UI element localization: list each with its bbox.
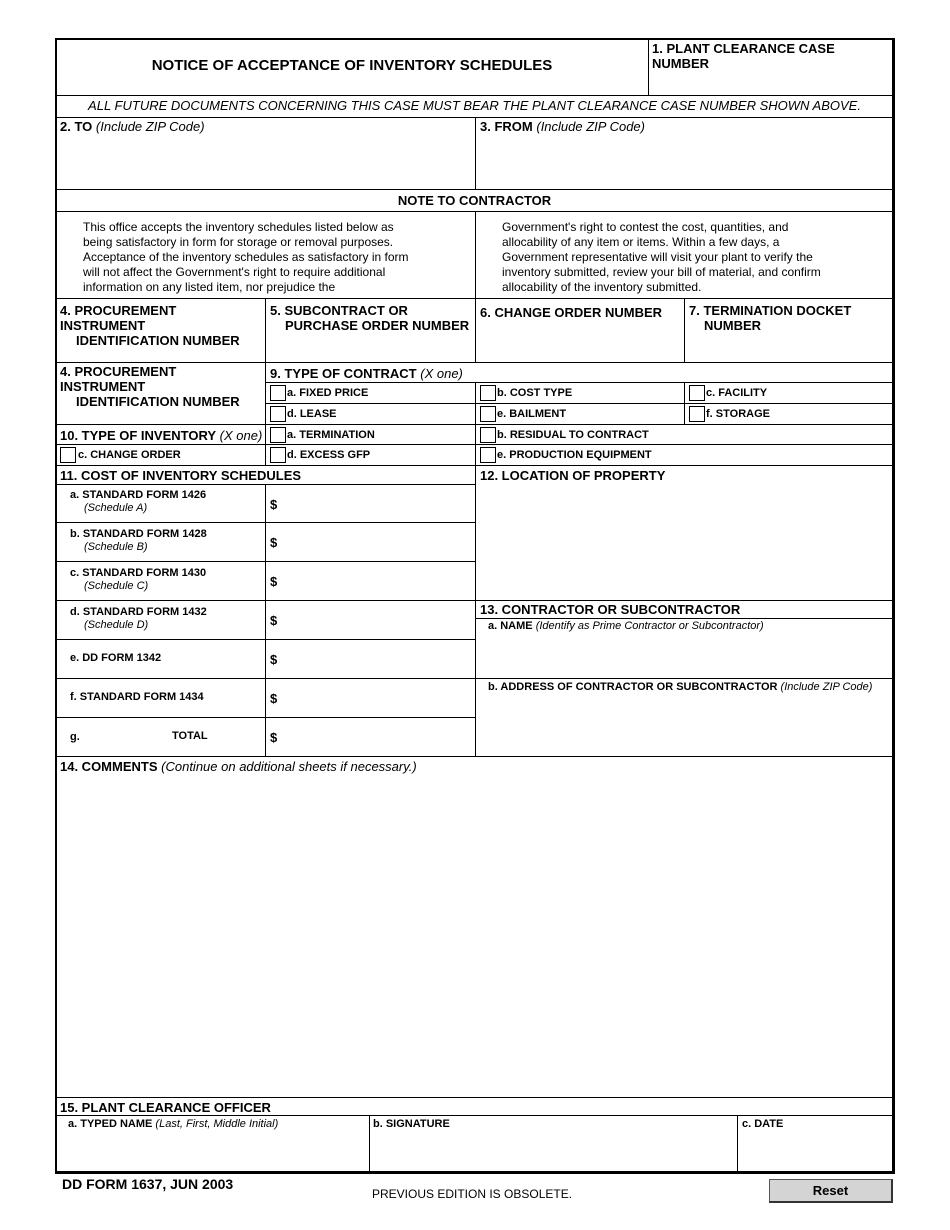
cost-row-label: [70, 489, 265, 515]
form-title: NOTICE OF ACCEPTANCE OF INVENTORY SCHEDULES: [151, 57, 553, 74]
property-location-label: 12. LOCATION OF PROPERTY: [480, 468, 666, 483]
to-label: [60, 119, 205, 134]
lease-label: d. LEASE: [287, 408, 337, 420]
cost-row-label: [70, 528, 265, 554]
typed-name-label: [68, 1118, 278, 1131]
termination-docket-label-line1: 7. TERMINATION DOCKET: [689, 303, 852, 318]
contractor-address-label: [488, 681, 872, 694]
subcontract-label-line1: 5. SUBCONTRACT OR: [270, 303, 408, 318]
date-field[interactable]: [740, 1134, 890, 1170]
rule: [265, 403, 893, 404]
signature-field[interactable]: [372, 1134, 735, 1170]
contractor-name-hint: (Identify as Prime Contractor or Subcontractor): [535, 620, 764, 632]
rule: [265, 298, 266, 362]
cost-schedules-label: 11. COST OF INVENTORY SCHEDULES: [60, 468, 302, 483]
subcontract-field[interactable]: [268, 334, 473, 360]
note-right-line: Government's right to contest the cost, quantities, and: [502, 220, 789, 234]
rule: [475, 117, 476, 189]
termination-checkbox[interactable]: [270, 427, 286, 443]
typed-name-label-text: a. TYPED NAME: [68, 1118, 153, 1130]
contractor-name-label: [488, 620, 764, 633]
change-order-label: c. CHANGE ORDER: [78, 449, 181, 461]
currency-symbol: $: [270, 497, 278, 512]
bailment-checkbox[interactable]: [480, 406, 496, 422]
from-label: [480, 119, 645, 134]
storage-checkbox[interactable]: [689, 406, 705, 422]
currency-symbol: $: [270, 730, 278, 745]
excess-gfp-label: d. EXCESS GFP: [287, 449, 371, 461]
rule: [56, 1097, 893, 1098]
change-order-number-label: 6. CHANGE ORDER NUMBER: [480, 305, 663, 320]
contractor-address-label-text: b. ADDRESS OF CONTRACTOR OR SUBCONTRACTOR: [488, 681, 778, 693]
signature-label: b. SIGNATURE: [373, 1118, 450, 1130]
cost-row-subtitle: (Schedule C): [84, 580, 149, 592]
cost-row-label: [70, 606, 265, 632]
from-label-text: 3. FROM: [480, 119, 533, 134]
contract-type-label: [270, 366, 463, 381]
rule: [684, 382, 685, 424]
case-number-field[interactable]: [651, 58, 891, 93]
note-right-line: Government representative will visit your plant to verify the: [502, 250, 813, 264]
rule: [265, 484, 266, 756]
rule: [56, 362, 893, 363]
note-left-line: Acceptance of the inventory schedules as satisfactory in form: [83, 250, 409, 264]
from-address-field[interactable]: [478, 135, 890, 187]
note-left-line: being satisfactory in form for storage or removal purposes.: [83, 235, 394, 249]
rule: [56, 95, 893, 96]
procurement-id-field[interactable]: [58, 334, 263, 360]
procurement-id-label-line1: 4. PROCUREMENT INSTRUMENT: [60, 303, 177, 333]
cost-row-title: a. STANDARD FORM 1426: [70, 489, 207, 501]
fixed-price-label: a. FIXED PRICE: [287, 387, 369, 399]
comments-hint: (Continue on additional sheets if necessary.): [161, 759, 417, 774]
procurement-id-label-line2: IDENTIFICATION NUMBER: [76, 333, 240, 348]
contractor-name-field[interactable]: [478, 636, 890, 676]
cost-row-title: d. STANDARD FORM 1432: [70, 606, 207, 618]
rule: [369, 1115, 370, 1172]
note-right-line: allocability of the inventory submitted.: [502, 280, 702, 294]
currency-symbol: $: [270, 652, 278, 667]
sf1426-amount-field[interactable]: [280, 488, 473, 520]
production-equipment-label: e. PRODUCTION EQUIPMENT: [497, 449, 652, 461]
form-number: DD FORM 1637, JUN 2003: [62, 1176, 234, 1192]
rule: [475, 465, 476, 756]
note-header: NOTE TO CONTRACTOR: [397, 193, 552, 208]
cost-row-title: e. DD FORM 1342: [70, 652, 162, 664]
inventory-type-label-text: 10. TYPE OF INVENTORY: [60, 428, 217, 443]
total-label: TOTAL: [172, 730, 208, 742]
termination-docket-label-line2: NUMBER: [704, 318, 762, 333]
cost-row-subtitle: (Schedule A): [84, 502, 148, 514]
reset-button[interactable]: Reset: [769, 1179, 893, 1203]
rule: [737, 1115, 738, 1172]
rule: [475, 298, 476, 362]
date-label: c. DATE: [742, 1118, 784, 1130]
total-letter: g.: [70, 731, 80, 743]
rule: [475, 618, 893, 619]
residual-checkbox[interactable]: [480, 427, 496, 443]
note-left-line: information on any listed item, nor prejudice the: [83, 280, 336, 294]
rule: [648, 40, 649, 95]
note-left-line: will not affect the Government's right to require additional: [83, 265, 386, 279]
comments-label-text: 14. COMMENTS: [60, 759, 158, 774]
termination-docket-label: [689, 303, 893, 333]
production-equipment-checkbox[interactable]: [480, 447, 496, 463]
currency-symbol: $: [270, 613, 278, 628]
fixed-price-checkbox[interactable]: [270, 385, 286, 401]
facility-label: c. FACILITY: [706, 387, 768, 399]
inventory-type-label: [60, 428, 262, 443]
property-location-field[interactable]: [478, 485, 890, 598]
contractor-address-field[interactable]: [478, 697, 890, 754]
bailment-label: e. BAILMENT: [497, 408, 567, 420]
comments-label: [60, 759, 417, 774]
facility-checkbox[interactable]: [689, 385, 705, 401]
cost-type-checkbox[interactable]: [480, 385, 496, 401]
rule: [265, 362, 266, 465]
procurement-id-label-2-line1: 4. PROCUREMENT INSTRUMENT: [60, 364, 177, 394]
to-label-text: 2. TO: [60, 119, 93, 134]
subcontract-label-line2: PURCHASE ORDER NUMBER: [285, 318, 470, 333]
sf1428-amount-field[interactable]: [280, 526, 473, 558]
sf1432-amount-field[interactable]: [280, 604, 473, 636]
typed-name-field[interactable]: [58, 1134, 367, 1170]
currency-symbol: $: [270, 574, 278, 589]
sf1430-amount-field[interactable]: [280, 565, 473, 597]
rule: [265, 382, 893, 383]
rule: [684, 298, 685, 362]
rule: [56, 756, 893, 757]
cost-row-label: [70, 652, 265, 665]
to-address-field[interactable]: [58, 135, 472, 187]
contractor-address-hint: (Include ZIP Code): [780, 681, 873, 693]
rule: [475, 382, 476, 465]
total-amount-field[interactable]: [280, 721, 473, 753]
note-left: [83, 220, 473, 295]
sf1434-amount-field[interactable]: [280, 682, 473, 714]
rule: [475, 211, 476, 298]
edition-note: PREVIOUS EDITION IS OBSOLETE.: [372, 1187, 573, 1201]
procurement-id-field-2[interactable]: [58, 396, 263, 422]
storage-label: f. STORAGE: [706, 408, 770, 420]
residual-label: b. RESIDUAL TO CONTRACT: [497, 429, 649, 441]
from-hint: (Include ZIP Code): [536, 119, 645, 134]
note-right-line: allocability of any item or items. Within a few days, a: [502, 235, 780, 249]
cost-row-title: b. STANDARD FORM 1428: [70, 528, 207, 540]
currency-symbol: $: [270, 535, 278, 550]
note-right: [502, 220, 890, 295]
lease-checkbox[interactable]: [270, 406, 286, 422]
cost-row-title: f. STANDARD FORM 1434: [70, 691, 204, 703]
change-order-number-field[interactable]: [478, 322, 682, 360]
cost-row-label: [70, 691, 265, 704]
clearance-officer-label: 15. PLANT CLEARANCE OFFICER: [60, 1100, 271, 1115]
case-notice: ALL FUTURE DOCUMENTS CONCERNING THIS CASE MUST BEAR THE PLANT CLEARANCE CASE NUMBER SHOWN ABOVE.: [88, 98, 861, 113]
excess-gfp-checkbox[interactable]: [270, 447, 286, 463]
termination-label: a. TERMINATION: [287, 429, 375, 441]
case-number-label: 1. PLANT CLEARANCE CASE NUMBER: [652, 41, 835, 71]
typed-name-hint: (Last, First, Middle Initial): [155, 1118, 279, 1130]
cost-row-subtitle: (Schedule B): [84, 541, 148, 553]
cost-row-label: [70, 567, 265, 593]
contractor-label: 13. CONTRACTOR OR SUBCONTRACTOR: [480, 602, 741, 617]
dd1342-amount-field[interactable]: [280, 643, 473, 675]
contractor-name-label-text: a. NAME: [488, 620, 533, 632]
to-hint: (Include ZIP Code): [95, 119, 205, 134]
cost-type-label: b. COST TYPE: [497, 387, 573, 399]
rule: [56, 1115, 893, 1116]
rule: [56, 189, 893, 190]
inventory-type-hint: (X one): [219, 428, 263, 443]
currency-symbol: $: [270, 691, 278, 706]
contract-type-label-text: 9. TYPE OF CONTRACT: [270, 366, 417, 381]
cost-row-title: c. STANDARD FORM 1430: [70, 567, 207, 579]
note-left-line: This office accepts the inventory schedules listed below as: [83, 220, 394, 234]
change-order-checkbox[interactable]: [60, 447, 76, 463]
termination-docket-field[interactable]: [687, 334, 891, 360]
contract-type-hint: (X one): [420, 366, 463, 381]
cost-row-subtitle: (Schedule D): [84, 619, 149, 631]
subcontract-label: [270, 303, 475, 333]
note-right-line: inventory submitted, review your bill of material, and confirm: [502, 265, 821, 279]
procurement-id-label-2-line2: IDENTIFICATION NUMBER: [76, 394, 240, 409]
comments-field[interactable]: [58, 776, 890, 1094]
